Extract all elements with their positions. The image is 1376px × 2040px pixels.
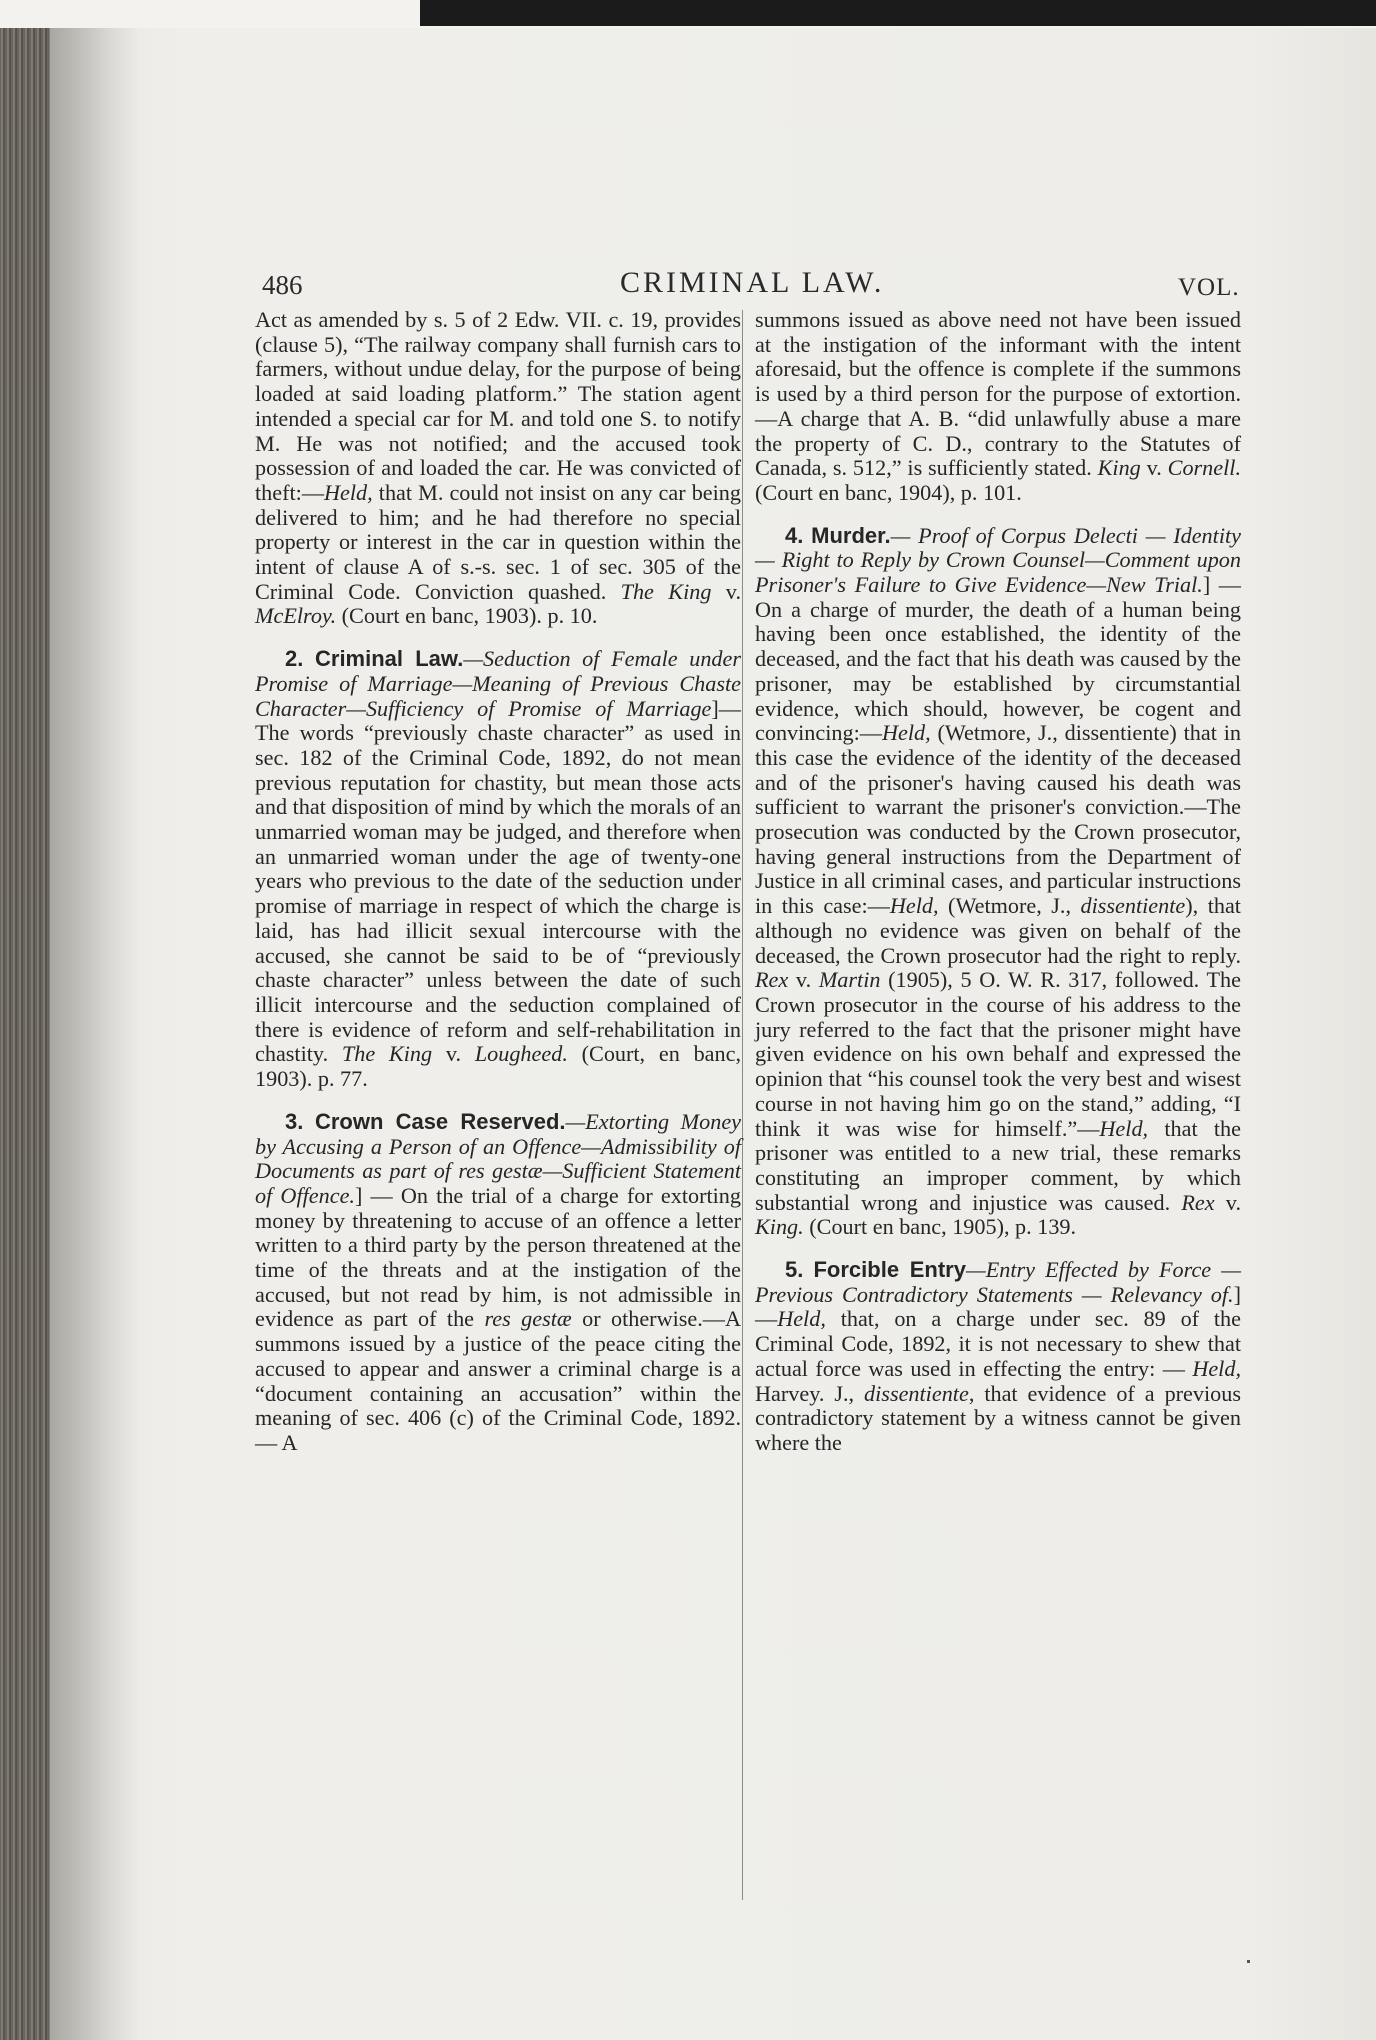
scan-top-bar: [420, 0, 1376, 26]
page-title: CRIMINAL LAW.: [620, 266, 885, 299]
continued-paragraph-right: summons issued as above need not have been issued at the instigation of the informant with the intent aforesaid, but the offence is complete if the summons is used by a third person for the purpose of extortion.—A charge that A. B. “did unlawfully abuse a mare the property of C. D., contrary to the Statutes of Canada, s. 512,” is sufficiently stated. King v. Cornell. (Court en banc, 1904), p. 101.: [755, 307, 1241, 505]
scan-top-margin: [0, 0, 1376, 28]
section-3-paragraph: 3. Crown Case Reserved.—Extorting Money by Accusing a Person of an Offence—Admissibility of Documents as part of res gestæ—Sufficient Statement of Offence.] — On the trial of a charge for extorting money by threatening to accuse of an offence a letter written to a third party by the person threatened at the time of the threats and at the instigation of the accused, but not read by him, is not admissible in evidence as part of the res gestæ or otherwise.—A summons issued by a justice of the peace citing the accused to appear and answer a criminal charge is a “document containing an accusation” within the meaning of sec. 406 (c) of the Criminal Code, 1892. — A: [255, 1108, 742, 1455]
gutter-shadow: [50, 28, 140, 2040]
right-column: [755, 308, 1241, 1456]
section-4-paragraph: 4. Murder.— Proof of Corpus Delecti — Identity — Right to Reply by Crown Counsel—Comment upon Prisoner's Failure to Give Evidence—New Trial.] —On a charge of murder, the death of a human being having been once established, the identity of the deceased, and the fact that his death was caused by the prisoner, may be established by circumstantial evidence, which should, however, be cogent and convincing:—Held, (Wetmore, J., dissentiente) that in this case the evidence of the identity of the deceased and of the prisoner's having caused his death was sufficient to warrant the prisoner's conviction.—The prosecution was conducted by the Crown prosecutor, having general instructions from the Department of Justice in all criminal cases, and particular instructions in this case:—Held, (Wetmore, J., dissentiente), that although no evidence was given on behalf of the deceased, the Crown prosecutor had the right to reply. Rex v. Martin (1905), 5 O. W. R. 317, followed. The Crown prosecutor in the course of his address to the jury referred to the fact that the prisoner might have given evidence on his own behalf and expressed the opinion that “his counsel took the very best and wisest course in not having him go on the stand,” adding, “I think it was wise for himself.”—Held, that the prisoner was entitled to a new trial, these remarks constituting an improper comment, by which substantial wrong and injustice was caused. Rex v. King. (Court en banc, 1905), p. 139.: [755, 522, 1241, 1240]
section-2-paragraph: 2. Criminal Law.—Seduction of Female under Promise of Marriage—Meaning of Previous Chaste Character—Sufficiency of Promise of Marriage]—The words “previously chaste character” as used in sec. 182 of the Criminal Code, 1892, do not mean previous reputation for chastity, but mean those acts and that disposition of mind by which the morals of an unmarried woman may be judged, and therefore when an unmarried woman under the age of twenty-one years who previous to the date of the seduction under promise of marriage in respect of which the charge is laid, has had illicit sexual intercourse with the accused, she cannot be said to be of “previously chaste character” unless between the date of such illicit intercourse and the seduction complained of there is evidence of reform and self-rehabilitation in chastity. The King v. Lougheed. (Court, en banc, 1903). p. 77.: [255, 646, 741, 1092]
volume-label: VOL.: [1178, 274, 1240, 301]
section-5-paragraph: 5. Forcible Entry—Entry Effected by Force — Previous Contradictory Statements — Relevancy of.] —Held, that, on a charge under sec. 89 of the Criminal Code, 1892, it is not necessary to shew that actual force was used in effecting the entry: — Held, Harvey. J., dissentiente, that evidence of a previous contradictory statement by a witness cannot be given where the: [755, 1257, 1242, 1455]
continued-paragraph: Act as amended by s. 5 of 2 Edw. VII. c. 19, provides (clause 5), “The railway company shall furnish cars to farmers, without undue delay, for the purpose of being loaded at said loading platform.” The station agent intended a special car for M. and told one S. to notify M. He was not notified; and the accused took possession of and loaded the car. He was convicted of theft:—Held, that M. could not insist on any car being delivered to him; and he had therefore no special property or interest in the car in question within the intent of clause A of s.-s. sec. 1 of sec. 305 of the Criminal Code. Conviction quashed. The King v. McElroy. (Court en banc, 1903). p. 10.: [255, 307, 742, 629]
book-page-edges: [0, 28, 50, 2040]
section-3-number: 3.: [285, 1108, 304, 1134]
section-2-number: 2.: [285, 646, 304, 672]
section-5-number: 5.: [785, 1257, 804, 1283]
running-header: [0, 262, 1376, 302]
section-4-heading: Murder.: [811, 522, 891, 548]
section-2-heading: Criminal Law.: [315, 646, 464, 672]
page-number: 486: [262, 270, 303, 300]
section-3-heading: Crown Case Reserved.: [314, 1108, 566, 1134]
section-4-number: 4.: [785, 522, 804, 548]
column-divider: [742, 310, 743, 1900]
left-column: [255, 308, 741, 1456]
section-5-heading: Forcible Entry: [813, 1257, 966, 1283]
scan-speck: [1247, 1960, 1250, 1963]
